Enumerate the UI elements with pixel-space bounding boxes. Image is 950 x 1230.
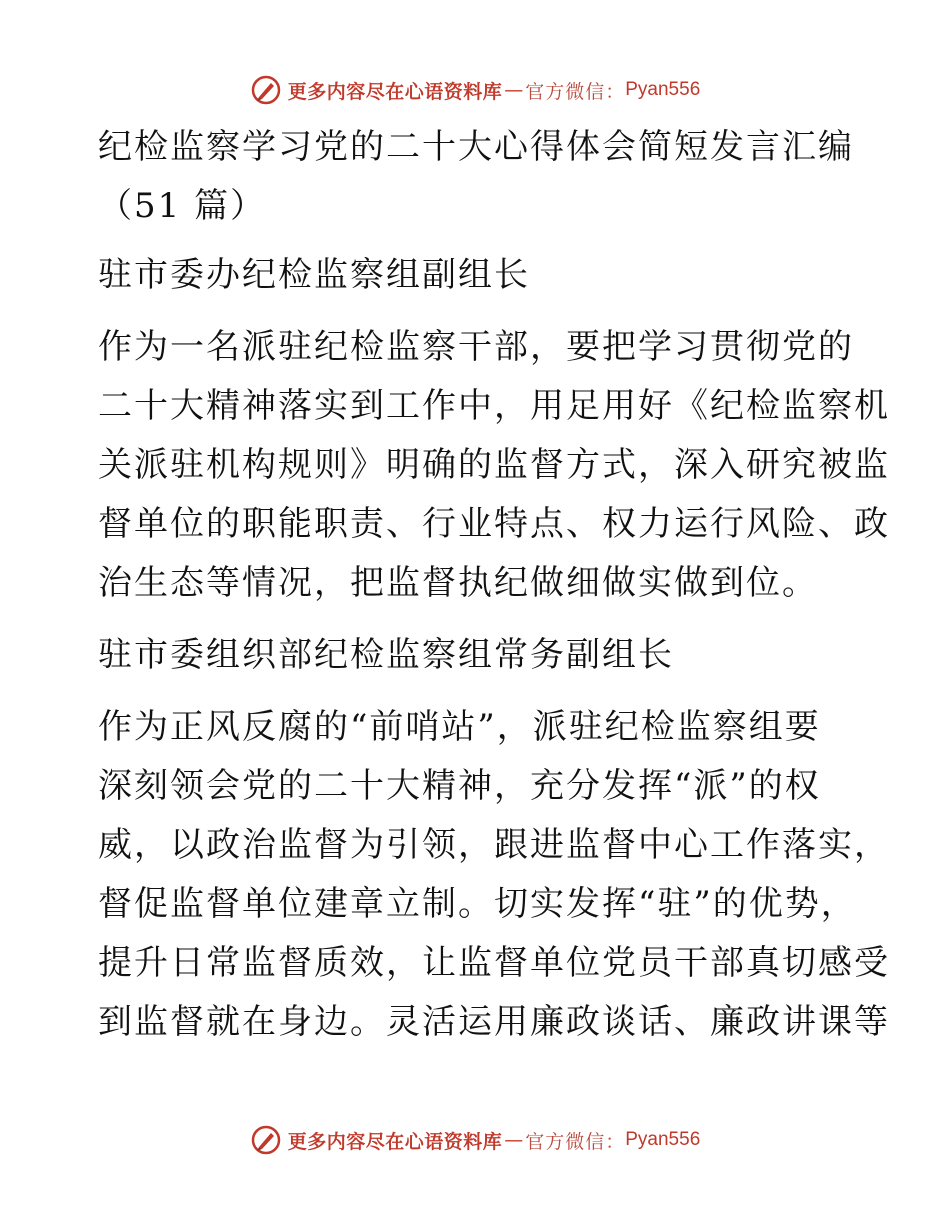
header-wechat-id: Pyan556 [625, 79, 701, 100]
header-wechat-label: 官方微信： [525, 80, 626, 103]
section1-paragraph [98, 318, 890, 613]
header-site-text: 更多内容尽在心语资料库 [287, 80, 503, 103]
header-dash: — [504, 79, 524, 101]
section1-line: 关派驻机构规则》明确的监督方式，深入研究被监 [98, 445, 890, 485]
section2-line: 作为正风反腐的“前哨站”，派驻纪检监察组要 [98, 707, 821, 747]
header-banner [0, 70, 950, 110]
section2-heading: 驻市委组织部纪检监察组常务副组长 [98, 635, 674, 675]
footer-banner [0, 1120, 950, 1160]
section1-line: 二十大精神落实到工作中，用足用好《纪检监察机 [98, 386, 890, 426]
doc-title-line-1: 纪检监察学习党的二十大心得体会简短发言汇编 [98, 127, 854, 167]
footer-dash: — [504, 1129, 524, 1151]
footer-wechat-label: 官方微信： [525, 1130, 626, 1153]
section2-line: 督促监督单位建章立制。切实发挥“驻”的优势， [98, 884, 857, 924]
section1-line: 治生态等情况，把监督执纪做细做实做到位。 [98, 563, 818, 603]
section2-line: 威，以政治监督为引领，跟进监督中心工作落实， [98, 825, 890, 865]
doc-title-line-2: （51 篇） [98, 186, 267, 226]
section2-line: 提升日常监督质效，让监督单位党员干部真切感受 [98, 943, 890, 983]
footer-site-text: 更多内容尽在心语资料库 [287, 1130, 503, 1153]
document-body [98, 118, 890, 1052]
section1-line: 作为一名派驻纪检监察干部，要把学习贯彻党的 [98, 327, 854, 367]
section2-line: 到监督就在身边。灵活运用廉政谈话、廉政讲课等 [98, 1002, 890, 1042]
section2-paragraph [98, 698, 890, 1052]
section1-heading: 驻市委办纪检监察组副组长 [98, 255, 530, 295]
section2-line: 深刻领会党的二十大精神，充分发挥“派”的权 [98, 766, 821, 806]
pen-logo-icon [250, 1124, 282, 1156]
footer-wechat-id: Pyan556 [625, 1129, 701, 1150]
pen-logo-icon [250, 74, 282, 106]
section1-line: 督单位的职能职责、行业特点、权力运行风险、政 [98, 504, 890, 544]
